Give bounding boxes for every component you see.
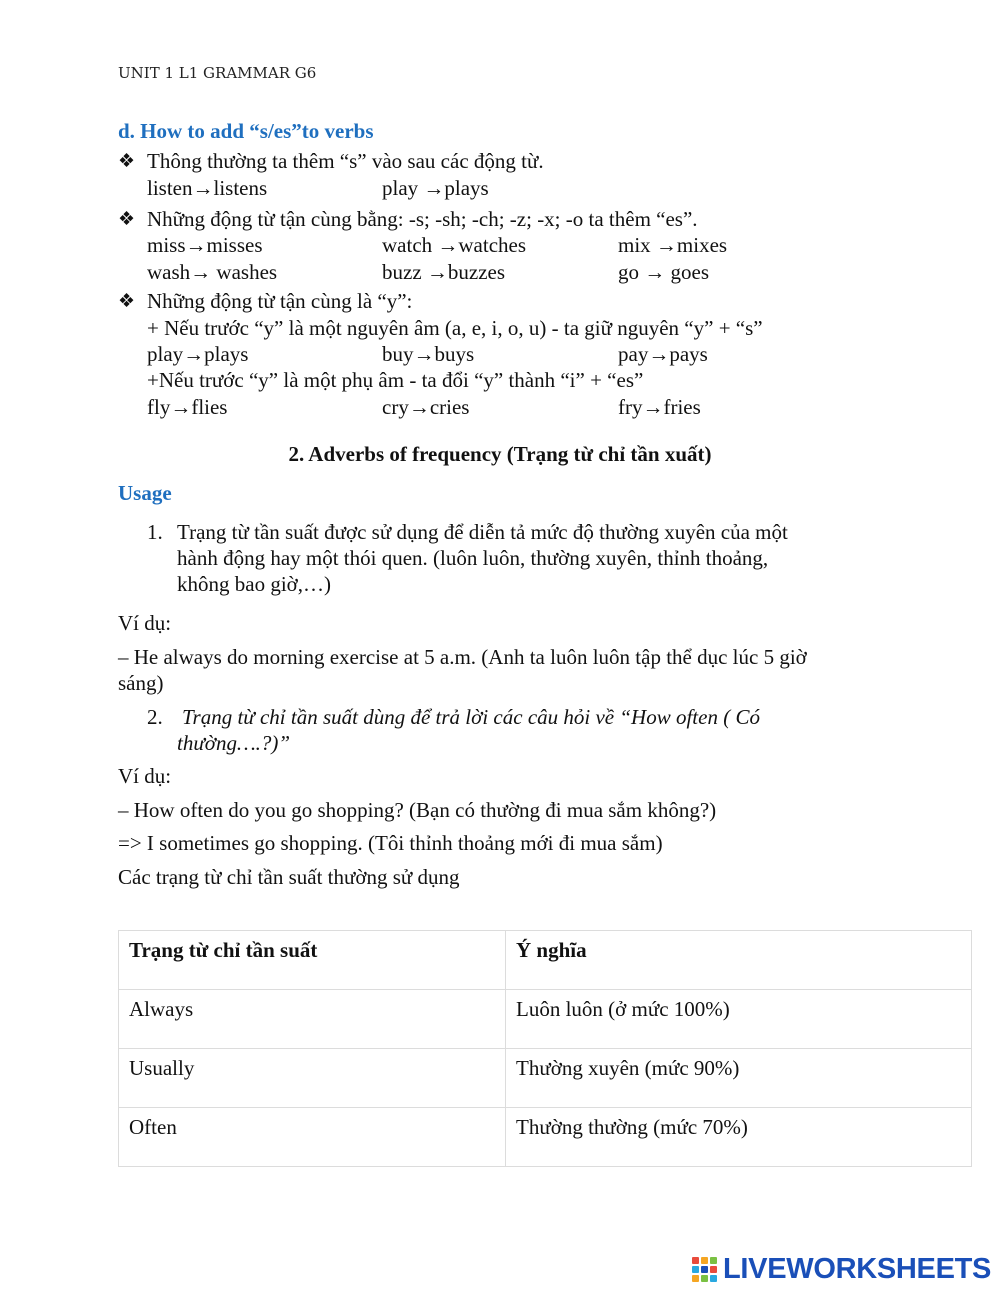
example-2-question: – How often do you go shopping? (Bạn có thường đi mua sắm không?) xyxy=(118,798,717,822)
point-1-number: 1. xyxy=(147,520,163,544)
logo-text: LIVEWORKSHEETS xyxy=(723,1253,992,1285)
point-1-line: hành động hay một thói quen. (luôn luôn, thường xuyên, thỉnh thoảng, xyxy=(177,546,769,570)
liveworksheets-logo[interactable] xyxy=(692,1254,991,1284)
table-cell: Often xyxy=(119,1108,506,1167)
example-cell: buzz →buzzes xyxy=(382,260,506,284)
example-cell: play→plays xyxy=(147,342,249,366)
bullet-icon: ❖ xyxy=(118,209,136,230)
frequency-table xyxy=(118,930,972,1167)
example-cell: buy→buys xyxy=(382,342,475,366)
rule-1-text: Thông thường ta thêm “s” vào sau các động từ. xyxy=(147,149,544,173)
point-2-number: 2. xyxy=(147,705,163,729)
table-cell: Thường xuyên (mức 90%) xyxy=(506,1049,972,1108)
example-cell: mix →mixes xyxy=(618,233,728,257)
example-label: Ví dụ: xyxy=(118,764,172,788)
example-cell: wash→ washes xyxy=(147,260,278,284)
table-cell: Luôn luôn (ở mức 100%) xyxy=(506,990,972,1049)
table-cell: Thường thường (mức 70%) xyxy=(506,1108,972,1167)
page-header: UNIT 1 L1 GRAMMAR G6 xyxy=(118,64,317,82)
common-adverbs-label: Các trạng từ chỉ tần suất thường sử dụng xyxy=(118,865,460,889)
section-2-title: 2. Adverbs of frequency (Trạng từ chỉ tần xuất) xyxy=(288,442,712,466)
rule-3-sub-2: +Nếu trước “y” là một phụ âm - ta đổi “y” thành “i” + “es” xyxy=(147,368,644,392)
table-header-cell: Ý nghĩa xyxy=(506,931,972,990)
point-2-line: Trạng từ chỉ tần suất dùng để trả lời các câu hỏi về “How often ( Có xyxy=(182,705,760,729)
example-cell: miss→misses xyxy=(147,233,263,257)
example-cell: play →plays xyxy=(382,176,489,200)
rule-2-text: Những động từ tận cùng bằng: -s; -sh; -ch; -z; -x; -o ta thêm “es”. xyxy=(147,207,698,231)
table-cell: Usually xyxy=(119,1049,506,1108)
point-2-line: thường….?)” xyxy=(177,731,291,755)
rule-3-sub-1: + Nếu trước “y” là một nguyên âm (a, e, i, o, u) - ta giữ nguyên “y” + “s” xyxy=(147,316,763,340)
point-1-line: Trạng từ tần suất được sử dụng để diễn tả mức độ thường xuyên của một xyxy=(177,520,788,544)
point-1-line: không bao giờ,…) xyxy=(177,572,332,596)
example-cell: pay→pays xyxy=(618,342,708,366)
section-d-title: d. How to add “s/es”to verbs xyxy=(118,119,374,143)
example-label: Ví dụ: xyxy=(118,611,172,635)
example-2-answer: => I sometimes go shopping. (Tôi thỉnh thoảng mới đi mua sắm) xyxy=(118,831,663,855)
usage-label: Usage xyxy=(118,481,172,505)
example-cell: watch →watches xyxy=(382,233,527,257)
example-cell: fly→flies xyxy=(147,395,228,419)
table-row xyxy=(119,1108,972,1167)
example-1-line: sáng) xyxy=(118,671,164,695)
example-cell: fry→fries xyxy=(618,395,701,419)
example-cell: cry→cries xyxy=(382,395,470,419)
table-row xyxy=(119,990,972,1049)
example-cell: listen→listens xyxy=(147,176,268,200)
table-cell: Always xyxy=(119,990,506,1049)
example-cell: go → goes xyxy=(618,260,709,284)
table-row xyxy=(119,1049,972,1108)
bullet-icon: ❖ xyxy=(118,151,136,172)
bullet-icon: ❖ xyxy=(118,291,136,312)
liveworksheets-logo-icon xyxy=(692,1257,717,1282)
rule-3-text: Những động từ tận cùng là “y”: xyxy=(147,289,413,313)
table-header-row xyxy=(119,931,972,990)
table-header-cell: Trạng từ chỉ tần suất xyxy=(119,931,506,990)
example-1-line: – He always do morning exercise at 5 a.m. (Anh ta luôn luôn tập thể dục lúc 5 giờ xyxy=(118,645,807,669)
